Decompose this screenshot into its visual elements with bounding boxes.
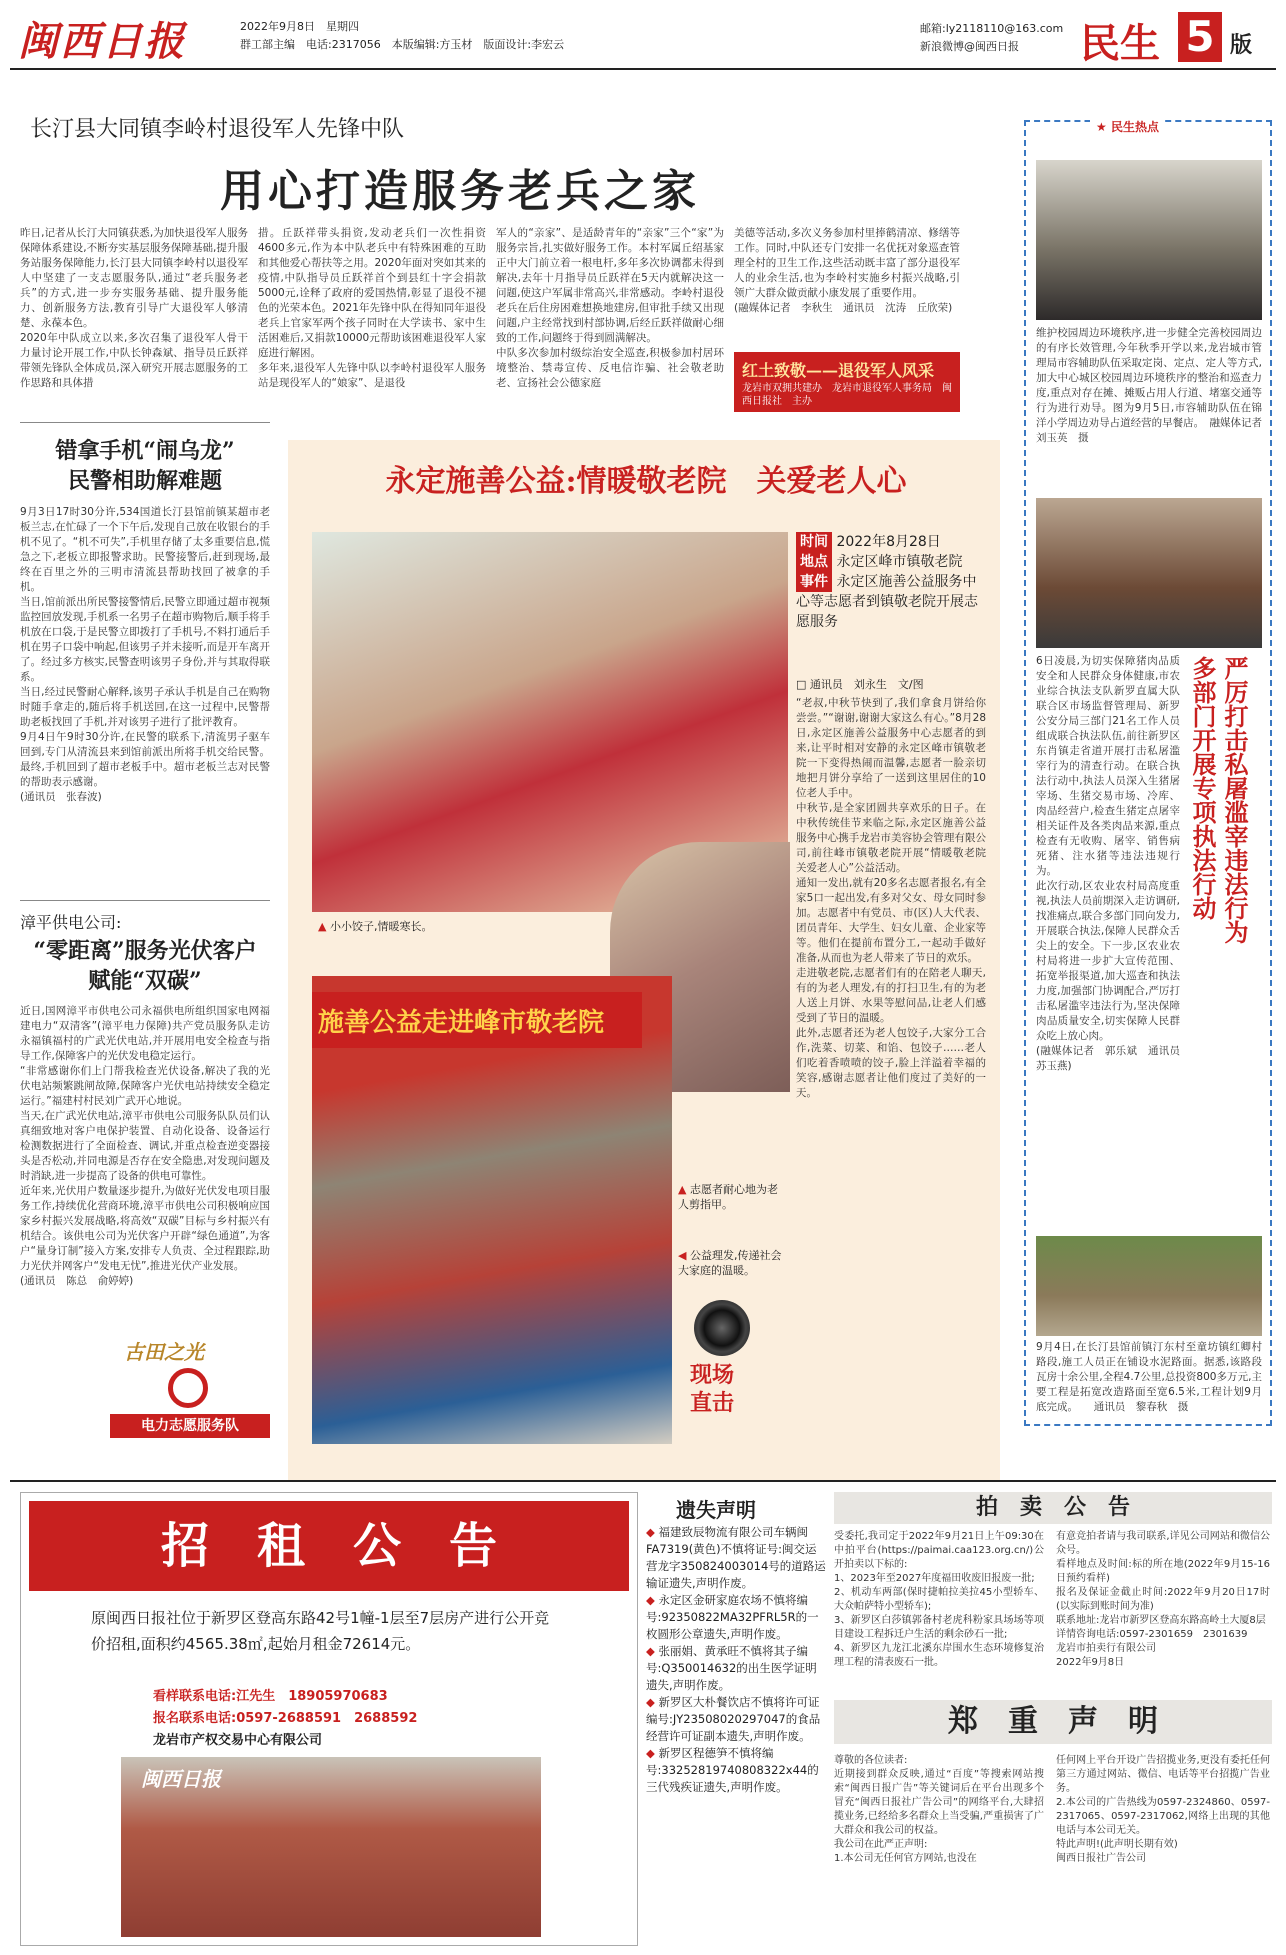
lead-banner xyxy=(734,352,960,412)
lost-ad xyxy=(646,1492,826,1946)
rent-ad xyxy=(20,1492,638,1946)
sgcc-logo-icon xyxy=(168,1368,208,1408)
event-value: 永定区施善公益服务中心等志愿者到镇敬老院开展志愿服务 xyxy=(796,574,978,630)
ads-rule xyxy=(10,1480,1276,1482)
masthead xyxy=(10,6,1276,66)
auction-col2: 有意竞拍者请与我司联系,详见公司网站和微信公众号。 看样地点及时间:标的所在地(2022年9月15-16日预约看样) 报名及保证金截止时间:2022年9月20日17时(以实际到账时间为准) 联系地址:龙岩市新罗区登高东路高岭土大厦8层 详情咨询电话:0597-2301659 2301639 龙岩市拍卖行有限公司 2022年9月8日 xyxy=(1056,1531,1270,1668)
arrow-up-icon: ▲ xyxy=(318,920,327,933)
feature-body: “老叔,中秋节快到了,我们拿食月饼给你尝尝。”“谢谢,谢谢大家这么有心。”8月28日,永定区施善公益服务中心志愿者的到来,让平时相对安静的永定区峰市镇敬老院一下变得热闹而温馨,志愿者一脸亲切地把月饼分享给了一送到这里居住的10位老人手中。 中秋节,是全家团圆共享欢乐的日子。在中秋传统佳节来临之际,永定区施善公益服务中心携手龙岩市美容协会管理有限公司,前往峰市镇敬老院开展“情暖敬老院 关爱老人心”公益活动。 通知一发出,就有20多名志愿者报名,有全家5口一起出发,有多对父女、母女同时参加。志愿者中有党员、市(区)人大代表、团员青年、大学生、妇女儿童、企业家等等。他们在提前布置分工,一起动手做好准备,从而也为老人带来了节日的欢乐。 走进敬老院,志愿者们有的在陪老人聊天,有的为老人理发,有的打扫卫生,有的为老人送上月饼、水果等慰问品,让老人们感受到了节日的温暖。 此外,志愿者还为老人包饺子,大家分工合作,洗菜、切菜、和馅、包饺子……老人们吃着香喷喷的饺子,脸上洋溢着幸福的笑容,感谢志愿者让他们度过了美好的一天。 xyxy=(796,697,986,1099)
info-box xyxy=(796,532,986,642)
lead-col4: 美德等活动,多次义务参加村里捧鹤清凉、修缮等工作。同时,中队还专门安排一名优抚对象巡查管理全村的卫生工作,这些活动既丰富了部分退役军人的业余生活,也为李岭村实施乡村振兴战略,引领广大群众做贡献小康发展了重要作用。 (融媒体记者 李秋生 通讯员 沈涛 丘欣荣) xyxy=(734,227,960,314)
building-photo xyxy=(121,1757,541,1937)
volunteer-banner xyxy=(312,992,642,1048)
time-value: 2022年8月28日 xyxy=(836,534,941,550)
notice-col1: 尊敬的各位读者: 近期接到群众反映,通过“百度”等搜索网站搜索“闽西日报广告”等关键词后在平台出现多个冒充“闽西日报社广告公司”的网络平台,大肆招揽业务,已经给多名群众上当受骗,严重损害了广大群众和我公司的权益。 我公司在此严正声明: 1.本公司无任何官方网站,也没在 xyxy=(834,1755,1044,1864)
hot-icon: ★ xyxy=(1096,120,1111,134)
hot-p3: 9月4日,在长汀县馆前镇汀东村至童坊镇红卿村路段,施工人员正在铺设水泥路面。据悉,该路段瓦房十余公里,全程4.7公里,总投资800多万元,主要工程是拓宽改造路面至宽6.5米,工程计划9月底完成。 通讯员 黎春秋 摄 xyxy=(1036,1341,1262,1413)
rent-contact-2: 报名联系电话:0597-2688591 2688592 xyxy=(153,1711,418,1726)
rent-title: 招 租 公 告 xyxy=(29,1501,629,1591)
rent-body: 原闽西日报社位于新罗区登高东路42号1幢-1层至7层房产进行公开竞价招租,面积约4565.38㎡,起始月租金72614元。 xyxy=(91,1609,550,1653)
auction-col1: 受委托,我司定于2022年9月21日上午09:30在中拍平台(https://paimai.caa123.org.cn/)公开拍卖以下标的: 1、2023年至2027年度福田收废旧报废一批; 2、机动车两部(保时捷帕拉美拉45小型轿车、大众帕萨特小型轿车); 3、新罗区白莎镇郭备村老虎科粉家具场场等项目建设工程拆迁户生活的剩余砂石一批; 4、新罗区九龙江北溪东岸围水生态环境修复治理工程的清表废石一批。 xyxy=(834,1531,1044,1668)
lead-col3: 军人的“亲家”、是适龄青年的“亲家”三个“家”为服务宗旨,扎实做好服务工作。本村军属丘绍基家正中大门前立着一根电杆,多年多次协调都未得到解决,去年十月指导员丘跃祥在5天内就解决这一问题,使这户军属非常高兴,非常感动。李岭村退役老兵在后住房困难想换地建房,但审批手续又出现问题,户主经常找到村部协调,后经丘跃祥做耐心细致的工作,问题终于得到圆满解决。 中队多次参加村级综治安全巡查,积极参加村居环境整治、禁毒宣传、反电信诈骗、社会敬老助老、宣扬社会公德家庭 xyxy=(496,227,724,389)
lost-item: ◆ 新罗区大朴餐饮店不慎将许可证编号:JY23508020297047的食品经营许可证副本遗失,声明作废。 xyxy=(646,1695,821,1743)
camera-lens-icon xyxy=(694,1300,750,1356)
time-tag: 时间 xyxy=(796,532,832,552)
caption-3 xyxy=(678,1248,788,1278)
photo-road xyxy=(1036,1236,1262,1336)
caption-2-text: 志愿者耐心地为老人剪指甲。 xyxy=(678,1183,778,1211)
notice-ad xyxy=(834,1700,1272,1946)
logo-text: 古田之光 xyxy=(124,1340,204,1364)
arrow-up-icon: ▲ xyxy=(678,1183,687,1196)
hot-vtitle: 严厉打击私屠滥宰违法行为 多部门开展专项执法行动 xyxy=(1188,656,1249,944)
guotian-logo xyxy=(110,1330,270,1440)
place-tag: 地点 xyxy=(796,552,832,572)
hot-p2b xyxy=(1036,996,1262,1224)
feature-byline: □ 通讯员 刘永生 文/图 xyxy=(796,678,924,691)
lead-col2: 措。丘跃祥带头捐资,发动老兵们一次性捐资4600多元,作为本中队老兵中有特殊困难的互助和其他爱心帮扶等之用。2020年面对突如其来的疫情,中队指导员丘跃祥首个到县红十字会捐款5000元,诠释了政府的爱国热情,彰显了退役不褪色的光荣本色。2021年先锋中队在得知同年退役老兵上官家军两个孩子同时在大学读书、家中生活困难后,又捐款10000元帮助该困难退役军人家庭进行解困。 多年来,退役军人先锋中队以李岭村退役军人服务站是现役军人的“娘家”、是退役 xyxy=(258,227,486,389)
caption-1 xyxy=(318,918,432,934)
lost-item: ◆ 福建致辰物流有限公司车辆闽FA7319(黄色)不慎将证号:闽交运营龙字350824003014号的道路运输证遗失,声明作废。 xyxy=(646,1525,826,1590)
service-badge: 电力志愿服务队 xyxy=(110,1414,270,1438)
rule xyxy=(20,422,270,423)
lost-item: ◆ 张丽娟、黄承旺不慎将其子编号:Q350014632的出生医学证明遗失,声明作废。 xyxy=(646,1644,817,1692)
banner-text: 施善公益走进峰市敬老院 xyxy=(318,1008,605,1038)
photo-school xyxy=(1036,160,1262,320)
rent-contact-1: 看样联系电话:江先生 18905970683 xyxy=(153,1689,388,1704)
lost-list xyxy=(646,1524,826,1944)
hot-p2: 6日凌晨,为切实保障猪肉品质安全和人民群众身体健康,市农业综合执法支队新罗直属大队联合区市场监督管理局、新罗公安分局三部门21名工作人员组成联合执法队伍,前往新罗区东肖镇走省道开展打击私屠滥宰行为的清查行动。在联合执法行动中,执法人员深入生猪屠宰场、生猪交易市场、冷库、肉品经营户,检查生猪定点屠宰相关证件及各类肉品来源,重点检查有无收购、屠宰、销售病死猪、注水猪等违法违规行为。 此次行动,区农业农村局高度重视,执法人员前期深入走访调研,找准痛点,联合多部门同向发力,开展联合执法,保障人民群众舌尖上的安全。下一步,区农业农村局将进一步扩大宣传范围、拓宽举报渠道,加大巡查和执法力度,加强部门协调配合,严厉打击私屠滥宰违法行为,坚决保障肉品质量安全,切实保障人民群众吃上放心肉。 (融媒体记者 郭乐斌 通讯员 苏玉燕) xyxy=(1036,655,1180,1072)
banner-title: 红土致敬——退役军人风采 xyxy=(742,361,935,380)
lost-item: ◆ 新罗区程德笋不慎将编号:33252819740808322x44的三代残疾证遗失,声明作废。 xyxy=(646,1746,819,1794)
banner-sub: 龙岩市双拥共建办 龙岩市退役军人事务局 闽西日报社 主办 xyxy=(742,383,952,407)
place-value: 永定区峰市镇敬老院 xyxy=(836,554,963,570)
lost-item: ◆ 永定区金研家庭农场不慎将编号:92350822MA32PFRL5R的一枚圆形公章遗失,声明作废。 xyxy=(646,1593,819,1641)
notice-title: 郑 重 声 明 xyxy=(834,1700,1272,1744)
hot-tag-text: 民生热点 xyxy=(1110,120,1159,134)
rent-org: 龙岩市产权交易中心有限公司 xyxy=(153,1733,323,1748)
caption-2 xyxy=(678,1182,788,1212)
building-sign: 闽西日报 xyxy=(141,1767,221,1791)
phone-body: 9月3日17时30分许,534国道长汀县馆前镇某超市老板兰志,在忙碌了一个下午后,发现自己放在收银台的手机不见了。“机不可失”,手机里存储了太多重要信息,慌急之下,老板立即报警求助。民警接警后,赶到现场,最终在百里之外的三明市清流县帮助找回了被拿的手机。 当日,馆前派出所民警接警情后,民警立即通过超市视频监控回放发现,手机系一名男子在超市购物后,顺手将手机放在口袋,于是民警立即拨打了手机号,不料打通后手机在男子口袋中响起,但该男子并未接听,而是开车离开了。经过多方核实,民警查明该男子身份,并与其取得联系。 当日,经过民警耐心解释,该男子承认手机是自己在购物时随手拿走的,随后将手机送回,在这一过程中,民警帮助老板找回了手机,并对该男子进行了批评教育。 9月4日午9时30分许,在民警的联系下,清流男子驱车回到,专门从清流县来到馆前派出所将手机交给民警。最终,手机回到了超市老板手中。超市老板兰志对民警的帮助表示感谢。 (通讯员 张春波) xyxy=(20,506,270,803)
page-number: 5 xyxy=(1178,12,1222,62)
weibo: 新浪微博@闽西日报 xyxy=(920,40,1019,53)
feature-title: 永定施善公益:情暖敬老院 关爱老人心 xyxy=(385,464,907,499)
live-label: 现场直击 xyxy=(690,1363,735,1416)
hot-tag xyxy=(1090,118,1165,135)
caption-3-text: 公益理发,传递社会大家庭的温暖。 xyxy=(678,1249,782,1277)
grid-kicker: 漳平供电公司: xyxy=(20,913,122,932)
masthead-rule xyxy=(10,68,1276,70)
grid-title: “零距离”服务光伏客户 赋能“双碳” xyxy=(33,938,257,994)
photo-pork xyxy=(1036,498,1262,648)
caption-1-text: 小小饺子,情暖寒长。 xyxy=(329,920,433,933)
arrow-left-icon: ◀ xyxy=(678,1249,687,1262)
lead-kicker: 长汀县大同镇李岭村退役军人先锋中队 xyxy=(30,117,405,142)
page-suffix: 版 xyxy=(1230,33,1253,58)
rule xyxy=(20,900,270,901)
event-tag: 事件 xyxy=(796,572,832,592)
grid-body: 近日,国网漳平市供电公司永福供电所组织国家电网福建电力“双清客”(漳平电力保障)共产党员服务队走访永福镇福村的广武光伏电站,并开展用电安全检查与指导工作,保障客户的光伏发电稳定运行。 “非常感谢你们上门帮我检查光伏设备,解决了我的光伏电站频繁跳闸故障,保障客户光伏电站持续安全稳定运行。”福建村村民刘广武开心地说。 当天,在广武光伏电站,漳平市供电公司服务队队员们认真细致地对客户电保护装置、自动化设备、设备运行检测数据进行了全面检查、调试,并重点检查逆变器接头是否松动,并同电源是否存在安全隐患,对发现问题及时消缺,进一步提高了设备的供电可靠性。 近年来,光伏用户数量逐步提升,为做好光伏发电项目服务工作,持续优化营商环境,漳平市供电公司积极响应国家乡村振兴发展战略,将高效“双碳”目标与乡村振兴有机结合。该供电公司为光伏客户开辟“绿色通道”,为客户“量身订制”接入方案,安排专人负责、全过程跟踪,助力光伏并网客户“发电无忧”,推进光伏产业发展。 (通讯员 陈总 俞婷婷) xyxy=(20,1005,270,1287)
lead-title: 用心打造服务老兵之家 xyxy=(220,166,700,217)
phone-title: 错拿手机“闹乌龙” 民警相助解难题 xyxy=(55,438,235,494)
newspaper-logo: 闽西日报 xyxy=(18,18,186,65)
email: 邮箱:ly2118110@163.com xyxy=(920,22,1064,35)
issue-date: 2022年9月8日 星期四 xyxy=(240,20,359,33)
lost-title: 遗失声明 xyxy=(676,1498,756,1522)
section-name: 民生 xyxy=(1080,21,1160,67)
auction-title: 拍 卖 公 告 xyxy=(834,1492,1272,1524)
hot-p1: 维护校园周边环境秩序,进一步健全完善校园周边的有序长效管理,今年秋季开学以来,龙岩城市管理局市容辅助队伍采取定岗、定点、定人等方式,加大中心城区校园周边环境秩序的整治和巡查力度,重点对存在摊、摊贩占用人行道、堵塞交通等行为进行劝导。图为9月5日,市容辅助队伍在锦洋小学周边劝导占道经营的早餐店。 融媒体记者 刘玉英 摄 xyxy=(1036,327,1273,444)
notice-col2: 任何网上平台开设广告招揽业务,更没有委托任何第三方通过网站、微信、电话等平台招揽广告业务。 2.本公司的广告热线为0597-2324860、0597-2317065、0597-2317062,网络上出现的其他电话与本公司无关。 特此声明!(此声明长期有效) 闽西日报社广告公司 xyxy=(1056,1755,1270,1864)
editor-info: 群工部主编 电话:2317056 本版编辑:方玉材 版面设计:李宏云 xyxy=(240,38,565,51)
lead-col1: 昨日,记者从长汀大同镇获悉,为加快退役军人服务保障体系建设,不断夯实基层服务保障基础,提升服务站服务保障能力,长汀县大同镇李岭村以退役军人中坚建了一支志愿服务队,通过“老兵服务老兵”的方式,进一步夯实服务基础、提升服务能力、创新服务方法,教育引导广大退役军人够清楚、永葆本色。 2020年中队成立以来,多次召集了退役军人骨干力量讨论开展工作,中队长钟森斌、指导员丘跃祥带领先锋队全体成员,深入研究开展志愿服务的工作思路和具体措 xyxy=(20,227,248,389)
auction-ad xyxy=(834,1492,1272,1692)
